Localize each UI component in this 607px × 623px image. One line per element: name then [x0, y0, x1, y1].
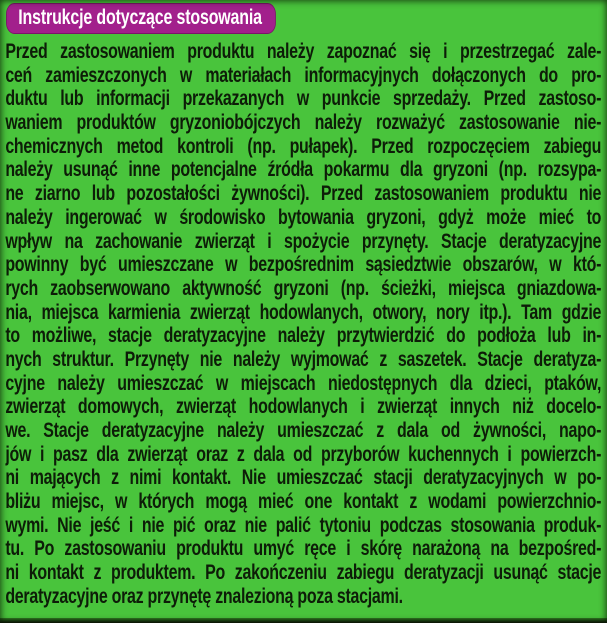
instructions-line: deratyzacyjne oraz przynętę znalezioną poza stacjami.	[5, 584, 403, 608]
instructions-line: powinny być umieszczane w bezpośrednim sąsiedztwie obszarów, w któ-	[5, 253, 602, 277]
instructions-line: zwierząt domowych, zwierząt hodowlanych i zwierząt innych niż docelo-	[5, 395, 602, 419]
instructions-line: jów i pasz dla zwierząt oraz z dala od przyborów kuchennych i powierzch-	[5, 442, 602, 466]
instructions-line: waniem produktów gryzoniobójczych należy rozważyć zastosowanie nie-	[5, 111, 602, 135]
section-header-badge	[6, 3, 275, 34]
instructions-line: ni mających z nimi kontakt. Nie umieszczać stacji deratyzacyjnych w po-	[5, 466, 602, 490]
instructions-line: wpływ na zachowanie zwierząt i spożycie przynęty. Stacje deratyzacyjne	[5, 229, 602, 253]
instructions-line: to możliwe, stacje deratyzacyjne należy przytwierdzić do podłoża lub in-	[5, 324, 602, 348]
instructions-line: ne ziarno lub pozostałości żywności). Przed zastosowaniem produktu nie	[5, 182, 602, 206]
section-title: Instrukcje dotyczące stosowania	[18, 5, 262, 29]
instructions-line: we. Stacje deratyzacyjne należy umieszczać z dala od żywności, napo-	[5, 419, 602, 442]
instructions-line: nych struktur. Przynęty nie należy wyjmować z saszetek. Stacje deratyza-	[5, 347, 602, 371]
instructions-text	[0, 40, 607, 609]
bottom-edge-strip	[0, 618, 607, 623]
instructions-line: rych zaobserwowano aktywność gryzoni (np. ścieżki, miejsca gniazdowa-	[5, 276, 602, 300]
instructions-line: nia, miejsca karmienia zwierząt hodowlanych, otwory, nory itp.). Tam gdzie	[5, 300, 602, 324]
instructions-line: cyjne należy umieszczać w miejscach niedostępnych dla dzieci, ptaków,	[5, 371, 602, 395]
instructions-line: tu. Po zastosowaniu produktu umyć ręce i skórę narażoną na bezpośred-	[5, 537, 602, 561]
instructions-line: chemicznych metod kontroli (np. pułapek). Przed rozpoczęciem zabiegu	[5, 134, 602, 158]
instructions-line: bliżu miejsc, w których mogą mieć one kontakt z wodami powierzchnio-	[5, 490, 602, 514]
instructions-line: należy ingerować w środowisko bytowania gryzoni, gdyż może mieć to	[5, 205, 602, 229]
instructions-line: ni kontakt z produktem. Po zakończeniu zabiegu deratyzacji usunąć stacje	[5, 561, 602, 585]
instructions-line: wymi. Nie jeść i nie pić oraz nie palić tytoniu podczas stosowania produk-	[5, 513, 602, 537]
instructions-line: Przed zastosowaniem produktu należy zapoznać się i przestrzegać zale-	[5, 40, 602, 63]
instructions-line: ceń zamieszczonych w materiałach informacyjnych dołączonych do pro-	[5, 63, 602, 87]
instructions-line: należy usunąć inne potencjalne źródła pokarmu dla gryzoni (np. rozsypa-	[5, 158, 602, 182]
instructions-line: duktu lub informacji przekazanych w punkcie sprzedaży. Przed zastoso-	[5, 87, 602, 111]
